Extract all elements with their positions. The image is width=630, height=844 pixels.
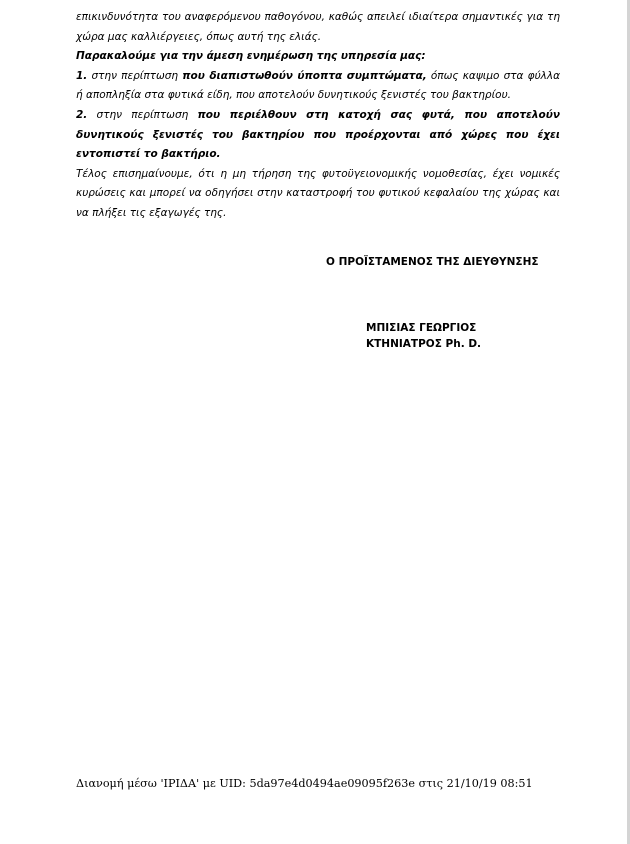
letter-body bbox=[76, 8, 560, 224]
item-1-text-b: που διαπιστωθούν ύποπτα συμπτώματα, bbox=[182, 69, 427, 82]
item-2-number: 2. bbox=[76, 108, 88, 121]
closing-paragraph: Τέλος επισημαίνουμε, ότι η μη τήρηση της φυτοϋγειονομικής νομοθεσίας, έχει νομικές κυρώσεις και μπορεί να οδηγήσει στην καταστροφή του φυτικού κεφαλαίου της χώρας και να πλήξει τις εξαγωγές της. bbox=[76, 167, 560, 219]
item-1-text-a: στην περίπτωση bbox=[87, 69, 183, 82]
item-2-text-a: στην περίπτωση bbox=[87, 108, 198, 121]
signer-block bbox=[366, 321, 481, 352]
intro-paragraph: επικινδυνότητα του αναφερόμενου παθογόνου, καθώς απειλεί ιδιαίτερα σημαντικές για τη χώρα μας καλλιέργειες, όπως αυτή της ελιάς. bbox=[76, 11, 560, 43]
item-2-text-b: που περιέλθουν στη κατοχή σας φυτά, που αποτελούν δυνητικούς ξενιστές του βακτηρίου που προέρχονται από χώρες που έχει εντοπιστεί το βακτήριο. bbox=[76, 108, 560, 161]
item-1-text-c: όπως καψιμο στα φύλλα ή αποπληξία στα φυτικά είδη, που αποτελούν δυνητικούς ξενιστές του βακτηρίου. bbox=[76, 69, 560, 102]
list-item-1 bbox=[76, 67, 560, 106]
request-heading: Παρακαλούμε για την άμεση ενημέρωση της υπηρεσία μας: bbox=[76, 50, 426, 63]
signer-role: ΚΤΗΝΙΑΤΡΟΣ Ph. D. bbox=[366, 337, 482, 350]
signature-title: Ο ΠΡΟΪΣΤΑΜΕΝΟΣ ΤΗΣ ΔΙΕΥΘΥΝΣΗΣ bbox=[326, 256, 539, 268]
item-1-number: 1. bbox=[76, 69, 88, 82]
distribution-footer: Διανομή μέσω 'ΙΡΙΔΑ' με UID: 5da97e4d0494ae09095f263e στις 21/10/19 08:51 bbox=[76, 777, 533, 790]
signer-name: ΜΠΙΣΙΑΣ ΓΕΩΡΓΙΟΣ bbox=[366, 322, 477, 334]
list-item-2 bbox=[76, 106, 560, 165]
